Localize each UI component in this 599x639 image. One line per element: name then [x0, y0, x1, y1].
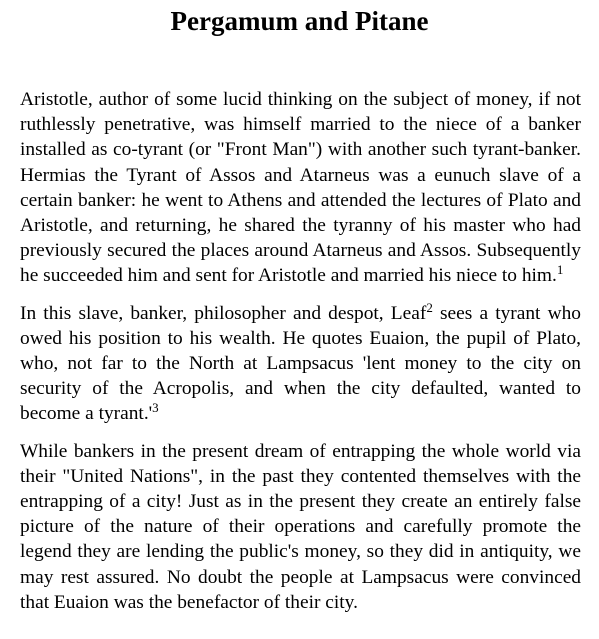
footnote-marker-1[interactable]: 1 [556, 262, 564, 278]
footnote-marker-3[interactable]: 3 [152, 400, 159, 416]
page-title: Pergamum and Pitane [170, 6, 429, 36]
paragraph-2 [20, 301, 581, 427]
paragraph-2-text-before: In this slave, banker, philosopher and despot, Leaf [20, 302, 427, 324]
document-body [20, 87, 581, 615]
paragraph-3-text: While bankers in the present dream of entrapping the whole world via their "United Nations", in the past they contented themselves with the entrapping of a city! Just as in the present they create an entirely false picture of the nature of their operations and carefully promote the legend they are lending the public's money, so they did in antiquity, we may rest assured. No doubt the people at Lampsacus were convinced that Euaion was the benefactor of their city. [20, 440, 581, 613]
paragraph-2-text-after: sees a tyrant who owed his position to his wealth. He quotes Euaion, the pupil of Plato, who, not far to the North at Lampsacus 'lent money to the city on security of the Acropolis, and when the city defaulted, wanted to become a tyrant.' [20, 302, 581, 425]
paragraph-1 [20, 87, 581, 289]
footnote-marker-2[interactable]: 2 [426, 299, 433, 315]
paragraph-3 [20, 439, 581, 615]
paragraph-1-text: Aristotle, author of some lucid thinking on the subject of money, if not ruthlessly penetrative, was himself married to the niece of a banker installed as co-tyrant (or "Front Man") with another such tyrant-banker. Hermias the Tyrant of Assos and Atarneus was a eunuch slave of a certain banker: he went to Athens and attended the lectures of Plato and Aristotle, and returning, he shared the tyranny of his master who had previously secured the places around Atarneus and Assos. Subsequently he succeeded him and sent for Aristotle and married his niece to him. [20, 89, 581, 287]
